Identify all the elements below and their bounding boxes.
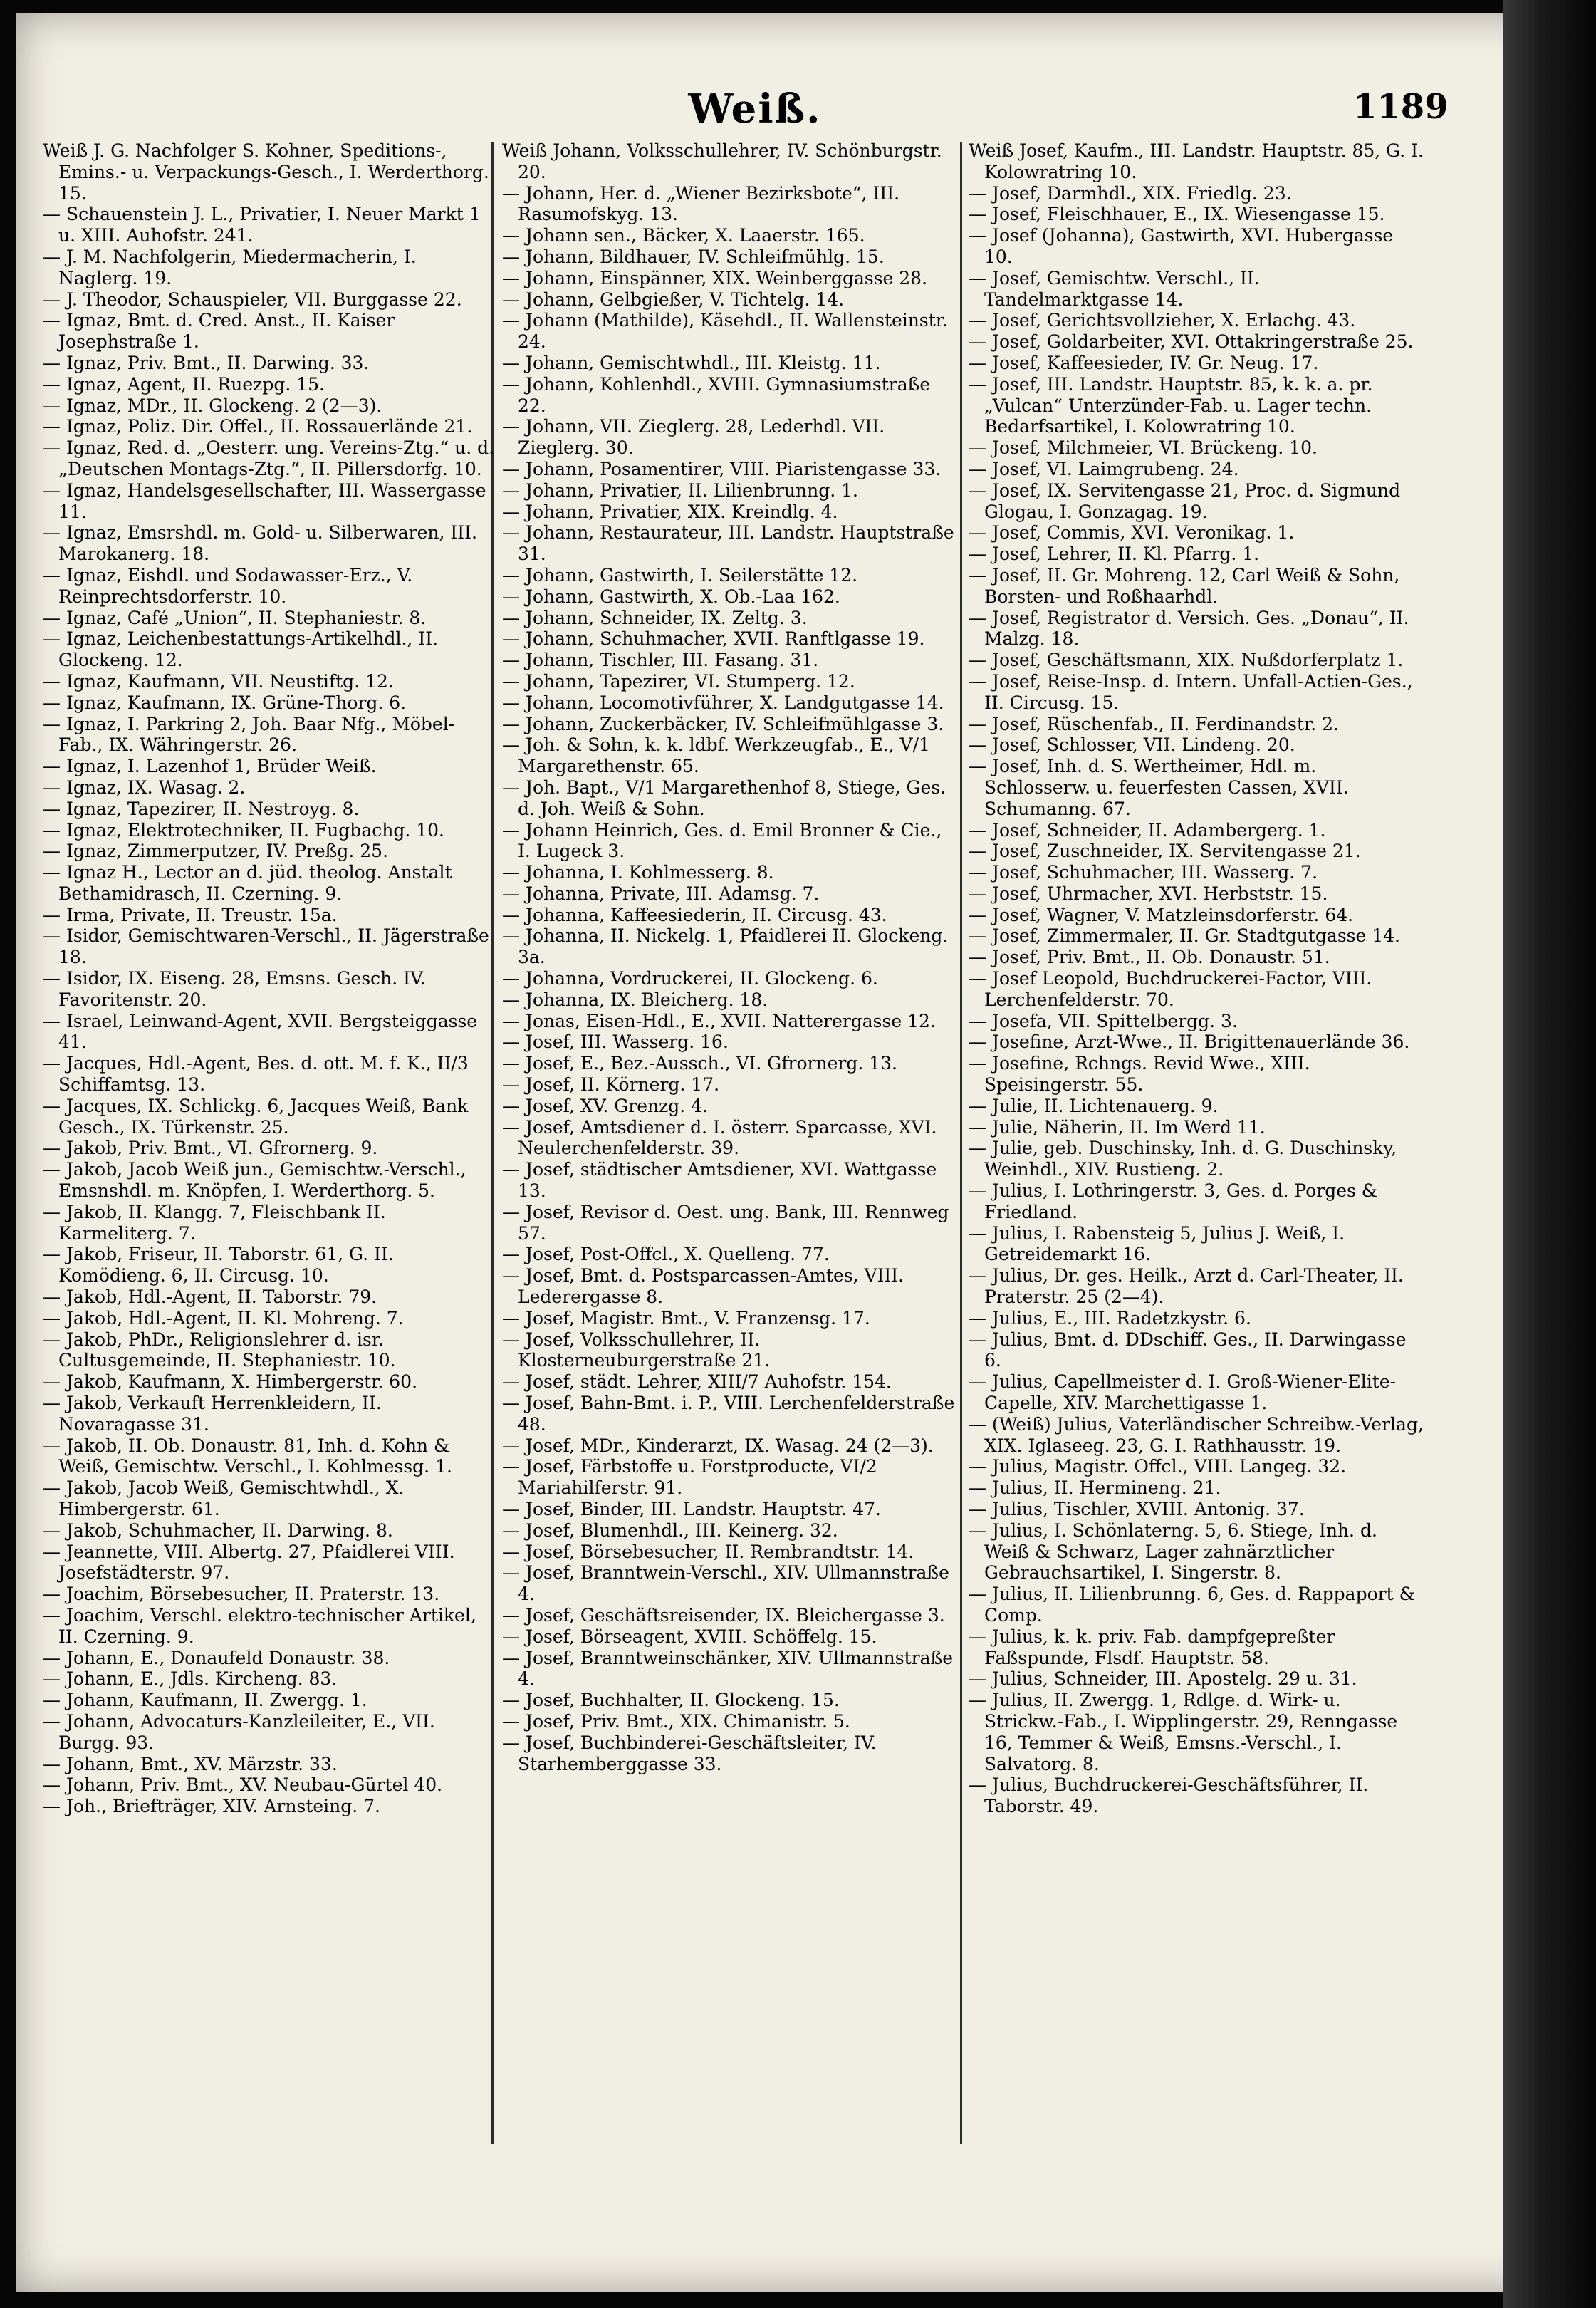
directory-entry: — Johann, Gastwirth, X. Ob.-Laa 162.: [502, 586, 840, 607]
directory-entry: — Johanna, I. Kohlmesserg. 8.: [502, 862, 774, 883]
directory-entry: — Jakob, PhDr., Religionslehrer d. isr. Cultusgemeinde, II. Stephaniestr. 10.: [43, 1329, 396, 1371]
directory-entry: — Jacques, IX. Schlickg. 6, Jacques Weiß, Bank Gesch., IX. Türkenstr. 25.: [43, 1095, 469, 1138]
directory-entry: — Joachim, Verschl. elektro-technischer Artikel, II. Czerning. 9.: [43, 1604, 476, 1647]
directory-entry: — Josef, Geschäftsreisender, IX. Bleichergasse 3.: [502, 1604, 945, 1626]
directory-entry: — Ignaz, Leichenbestattungs-Artikelhdl., II. Glockeng. 12.: [43, 628, 439, 671]
directory-entry: — J. Theodor, Schauspieler, VII. Burggasse 22.: [43, 288, 462, 310]
directory-entry: — Julius, E., III. Radetzkystr. 6.: [969, 1307, 1251, 1329]
directory-entry: — Jakob, Verkauft Herrenkleidern, II. Novaragasse 31.: [43, 1393, 382, 1435]
directory-entry: — Josef, Kaffeesieder, IV. Gr. Neug. 17.: [969, 352, 1319, 373]
directory-entry: — Ignaz, Priv. Bmt., II. Darwing. 33.: [43, 352, 370, 373]
directory-entry: — Josef, Börseagent, XVIII. Schöffelg. 15.: [502, 1626, 877, 1647]
directory-entry: — Josef, Wagner, V. Matzleinsdorferstr. 64.: [969, 904, 1354, 925]
directory-entry: — Johann, Her. d. „Wiener Bezirksbote“, III. Rasumofskyg. 13.: [502, 182, 900, 225]
directory-entry: — Josef, Priv. Bmt., XIX. Chimanistr. 5.: [502, 1710, 850, 1732]
directory-entry: — Johanna, II. Nickelg. 1, Pfaidlerei II. Glockeng. 3a.: [502, 925, 949, 968]
directory-entry: — Ignaz, Café „Union“, II. Stephaniestr. 8.: [43, 607, 427, 628]
directory-entry: — Josefa, VII. Spittelbergg. 3.: [969, 1010, 1238, 1031]
directory-entry: — Johann sen., Bäcker, X. Laaerstr. 165.: [502, 225, 865, 246]
directory-entry: — Josef, Zuschneider, IX. Servitengasse 21.: [969, 841, 1361, 862]
directory-entry: — Johann, Schneider, IX. Zeltg. 3.: [502, 607, 808, 628]
directory-entry: — Julius, I. Rabensteig 5, Julius J. Weiß, I. Getreidemarkt 16.: [969, 1222, 1345, 1265]
directory-entry: — Julius, Bmt. d. DDschiff. Ges., II. Darwingasse 6.: [969, 1329, 1407, 1371]
directory-entry: — Ignaz, Kaufmann, IX. Grüne-Thorg. 6.: [43, 692, 407, 713]
directory-entry: — Josef, Fleischhauer, E., IX. Wiesengasse 15.: [969, 204, 1385, 225]
directory-entry: — Josef, Priv. Bmt., II. Ob. Donaustr. 51.: [969, 947, 1330, 968]
directory-entry: — Josef, Magistr. Bmt., V. Franzensg. 17.: [502, 1307, 870, 1329]
directory-entry: — Ignaz, Kaufmann, VII. Neustiftg. 12.: [43, 670, 394, 692]
directory-entry: — Johann, E., Jdls. Kircheng. 83.: [43, 1668, 338, 1690]
directory-entry: — Josef, Amtsdiener d. I. österr. Sparcasse, XVI. Neulerchenfelderstr. 39.: [502, 1116, 937, 1159]
directory-entry: — Josefine, Rchngs. Revid Wwe., XIII. Speisingerstr. 55.: [969, 1053, 1310, 1096]
directory-entry: — Isidor, IX. Eiseng. 28, Emsns. Gesch. IV. Favoritenstr. 20.: [43, 968, 426, 1010]
directory-entry: — Josef, Zimmermaler, II. Gr. Stadtgutgasse 14.: [969, 925, 1400, 947]
directory-entry: — Josef, IX. Servitengasse 21, Proc. d. Sigmund Glogau, I. Gonzagag. 19.: [969, 479, 1401, 522]
directory-entry: — Josef, Revisor d. Oest. ung. Bank, III. Rennweg 57.: [502, 1201, 949, 1244]
directory-entry: — Julius, II. Hermineng. 21.: [969, 1477, 1221, 1499]
directory-entry: — Josef, Bahn-Bmt. i. P., VIII. Lerchenfelderstraße 48.: [502, 1393, 955, 1435]
directory-entry: — Josef, Lehrer, II. Kl. Pfarrg. 1.: [969, 544, 1260, 565]
directory-entry: — Julie, II. Lichtenauerg. 9.: [969, 1095, 1219, 1116]
directory-entry: — Johann, Advocaturs-Kanzleileiter, E., VII. Burgg. 93.: [43, 1710, 435, 1753]
directory-entry: — Johanna, Vordruckerei, II. Glockeng. 6.: [502, 968, 878, 989]
directory-entry: — Julius, I. Schönlaterng. 5, 6. Stiege, Inh. d. Weiß & Schwarz, Lager zahnärztlicher Gebrauchsartikel, I. Singerstr. 8.: [969, 1519, 1377, 1584]
directory-entry: — Jakob, Priv. Bmt., VI. Gfrornerg. 9.: [43, 1138, 378, 1159]
directory-entry: — Johann, Tischler, III. Fasang. 31.: [502, 650, 819, 671]
directory-entry: — Josef, Darmhdl., XIX. Friedlg. 23.: [969, 182, 1292, 204]
directory-entry: — Johann, Bmt., XV. Märzstr. 33.: [43, 1753, 338, 1774]
directory-entry: — Ignaz, Handelsgesellschafter, III. Wassergasse 11.: [43, 479, 486, 522]
directory-entry: — Johann, Kaufmann, II. Zwergg. 1.: [43, 1690, 367, 1711]
directory-entry: — Johann, Privatier, II. Lilienbrunng. 1.: [502, 479, 858, 501]
directory-entry: — Josef, Bmt. d. Postsparcassen-Amtes, VIII. Lederergasse 8.: [502, 1265, 904, 1308]
directory-entry: — Josef, Gemischtw. Verschl., II. Tandelmarktgasse 14.: [969, 267, 1260, 310]
directory-entry: — Ignaz, MDr., II. Glockeng. 2 (2—3).: [43, 395, 382, 416]
directory-entry: — Josef, II. Körnerg. 17.: [502, 1074, 720, 1096]
directory-entry: — Josef, Volksschullehrer, II. Klosterneuburgerstraße 21.: [502, 1329, 771, 1371]
directory-entry: — Josef, Gerichtsvollzieher, X. Erlachg. 43.: [969, 310, 1356, 331]
directory-entry: — Johann, Schuhmacher, XVII. Ranftlgasse 19.: [502, 628, 925, 650]
directory-entry: — Ignaz, Poliz. Dir. Offel., II. Rossauerlände 21.: [43, 416, 473, 437]
directory-entry: — Josef, Binder, III. Landstr. Hauptstr. 47.: [502, 1499, 881, 1519]
directory-entry: — Ignaz, Bmt. d. Cred. Anst., II. Kaiser Josephstraße 1.: [43, 310, 395, 353]
directory-entry: — Jakob, Schuhmacher, II. Darwing. 8.: [43, 1519, 393, 1541]
directory-entry: — Josef, VI. Laimgrubeng. 24.: [969, 458, 1239, 479]
directory-entry: — Josef, Schuhmacher, III. Wasserg. 7.: [969, 862, 1318, 883]
directory-entry: — Johann, Gemischtwhdl., III. Kleistg. 11.: [502, 352, 881, 373]
directory-entry: — Ignaz, I. Parkring 2, Joh. Baar Nfg., Möbel-Fab., IX. Währingerstr. 26.: [43, 713, 455, 756]
directory-entry: — Ignaz H., Lector an d. jüd. theolog. Anstalt Bethamidrasch, II. Czerning. 9.: [43, 862, 452, 904]
directory-entry: Weiß Josef, Kaufm., III. Landstr. Hauptstr. 85, G. I. Kolowratring 10.: [969, 140, 1424, 182]
directory-entry: — Julie, geb. Duschinsky, Inh. d. G. Duschinsky, Weinhdl., XIV. Rustieng. 2.: [969, 1138, 1397, 1180]
directory-entry: — Johann, Einspänner, XIX. Weinberggasse 28.: [502, 267, 928, 288]
directory-entry: — Josef, MDr., Kinderarzt, IX. Wasag. 24 (2—3).: [502, 1435, 934, 1456]
directory-entry: — Joh., Briefträger, XIV. Arnsteing. 7.: [43, 1796, 380, 1817]
directory-entry: — Johann, VII. Zieglerg. 28, Lederhdl. VII. Zieglerg. 30.: [502, 416, 885, 459]
directory-entry: — Josef, Inh. d. S. Wertheimer, Hdl. m. Schlosserw. u. feuerfesten Cassen, XVII. Schumanng. 67.: [969, 756, 1349, 819]
directory-entry: — Jakob, Kaufmann, X. Himbergerstr. 60.: [43, 1371, 418, 1393]
directory-entry: — Josef, Post-Offcl., X. Quelleng. 77.: [502, 1244, 830, 1265]
directory-entry: — (Weiß) Julius, Vaterländischer Schreibw.-Verlag, XIX. Iglaseeg. 23, G. I. Rathhausstr. 19.: [969, 1413, 1424, 1456]
directory-entry: — Johann, Posamentirer, VIII. Piaristengasse 33.: [502, 458, 942, 479]
directory-entry: — Julius, Schneider, III. Apostelg. 29 u. 31.: [969, 1668, 1357, 1690]
directory-column-1: [43, 140, 499, 2156]
directory-entry: — Ignaz, Elektrotechniker, II. Fugbachg. 10.: [43, 819, 444, 841]
directory-entry: — Isidor, Gemischtwaren-Verschl., II. Jägerstraße 18.: [43, 925, 489, 968]
directory-entry: — Josef, Geschäftsmann, XIX. Nußdorferplatz 1.: [969, 650, 1404, 671]
directory-entry: — Josef, Buchbinderei-Geschäftsleiter, IV. Starhemberggasse 33.: [502, 1732, 877, 1774]
directory-entry: — Julius, Tischler, XVIII. Antonig. 37.: [969, 1499, 1305, 1519]
directory-entry: — Johann, Priv. Bmt., XV. Neubau-Gürtel 40.: [43, 1774, 443, 1796]
directory-entry: — Ignaz, I. Lazenhof 1, Brüder Weiß.: [43, 756, 377, 777]
directory-entry: — Israel, Leinwand-Agent, XVII. Bergsteiggasse 41.: [43, 1010, 478, 1053]
directory-entry: — Josef, Blumenhdl., III. Keinerg. 32.: [502, 1519, 838, 1541]
directory-entry: — Julie, Näherin, II. Im Werd 11.: [969, 1116, 1266, 1138]
directory-entry: — Josef, Branntweinschänker, XIV. Ullmannstraße 4.: [502, 1647, 953, 1690]
directory-column-3: [969, 140, 1424, 2156]
directory-entry: Weiß Johann, Volksschullehrer, IV. Schönburgstr. 20.: [502, 140, 942, 182]
directory-entry: — Josef Leopold, Buchdruckerei-Factor, VIII. Lerchenfelderstr. 70.: [969, 968, 1372, 1010]
directory-entry: — Johanna, IX. Bleicherg. 18.: [502, 989, 768, 1010]
directory-entry: — Irma, Private, II. Treustr. 15a.: [43, 904, 338, 925]
directory-entry: — Ignaz, Tapezirer, II. Nestroyg. 8.: [43, 798, 360, 819]
directory-entry: — Jakob, II. Ob. Donaustr. 81, Inh. d. Kohn & Weiß, Gemischtw. Verschl., I. Kohlmessg. 1.: [43, 1435, 452, 1477]
directory-entry: — Ignaz, Agent, II. Ruezpg. 15.: [43, 373, 325, 395]
directory-entry: — Ignaz, Zimmerputzer, IV. Preßg. 25.: [43, 841, 389, 862]
directory-entry: — Johann, E., Donaufeld Donaustr. 38.: [43, 1647, 390, 1668]
directory-entry: — Johann Heinrich, Ges. d. Emil Bronner & Cie., I. Lugeck 3.: [502, 819, 942, 862]
directory-entry: — Julius, II. Lilienbrunng. 6, Ges. d. Rappaport & Comp.: [969, 1584, 1415, 1626]
directory-entry: — Johann (Mathilde), Käsehdl., II. Wallensteinstr. 24.: [502, 310, 948, 353]
directory-entry: — Josef, Färbstoffe u. Forstproducte, VI/2 Mariahilferstr. 91.: [502, 1456, 877, 1499]
directory-entry: — Jakob, Jacob Weiß jun., Gemischtw.-Verschl., Emsnshdl. m. Knöpfen, I. Werderthorg. 5.: [43, 1159, 466, 1202]
directory-entry: — Julius, II. Zwergg. 1, Rdlge. d. Wirk- u. Strickw.-Fab., I. Wipplingerstr. 29, Renngasse 16, Temmer & Weiß, Emsns.-Verschl., I. Salvatorg. 8.: [969, 1690, 1398, 1774]
directory-entry: — Jacques, Hdl.-Agent, Bes. d. ott. M. f. K., II/3 Schiffamtsg. 13.: [43, 1053, 469, 1096]
directory-entry: Weiß J. G. Nachfolger S. Kohner, Speditions-, Emins.- u. Verpackungs-Gesch., I. Werderthorg. 15.: [43, 140, 489, 204]
directory-entry: — Josef, Milchmeier, VI. Brückeng. 10.: [969, 437, 1318, 459]
directory-entry: — Julius, I. Lothringerstr. 3, Ges. d. Porges & Friedland.: [969, 1180, 1378, 1222]
directory-entry: — Julius, Magistr. Offcl., VIII. Langeg. 32.: [969, 1456, 1347, 1477]
directory-entry: — Johann, Gastwirth, I. Seilerstätte 12.: [502, 564, 858, 586]
page-title: Weiß.: [688, 85, 822, 132]
directory-entry: — Josef, städt. Lehrer, XIII/7 Auhofstr. 154.: [502, 1371, 892, 1393]
directory-entry: — Johann, Kohlenhdl., XVIII. Gymnasiumstraße 22.: [502, 373, 931, 416]
scan-edge: [1503, 0, 1596, 2308]
directory-entry: — Julius, k. k. priv. Fab. dampfgepreßter Faßspunde, Flsdf. Hauptstr. 58.: [969, 1626, 1335, 1668]
directory-entry: — Julius, Capellmeister d. I. Groß-Wiener-Elite-Capelle, XIV. Marchettigasse 1.: [969, 1371, 1397, 1414]
directory-entry: — Ignaz, Red. d. „Oesterr. ung. Vereins-Ztg.“ u. d. „Deutschen Montags-Ztg.“, II. Pillersdorfg. 10.: [43, 437, 495, 479]
page-number: 1189: [1353, 87, 1449, 127]
directory-entry: — Josef, E., Bez.-Aussch., VI. Gfrornerg. 13.: [502, 1053, 897, 1074]
directory-entry: — Jakob, Friseur, II. Taborstr. 61, G. II. Komödieng. 6, II. Circusg. 10.: [43, 1244, 394, 1286]
directory-entry: — Josef, Commis, XVI. Veronikag. 1.: [969, 522, 1295, 544]
directory-entry: — Joachim, Börsebesucher, II. Praterstr. 13.: [43, 1584, 440, 1605]
directory-entry: — Josef, III. Wasserg. 16.: [502, 1031, 729, 1053]
directory-entry: — Josef, Buchhalter, II. Glockeng. 15.: [502, 1690, 840, 1711]
directory-entry: — Johann, Restaurateur, III. Landstr. Hauptstraße 31.: [502, 522, 954, 565]
directory-entry: — Josef, Reise-Insp. d. Intern. Unfall-Actien-Ges., II. Circusg. 15.: [969, 670, 1413, 713]
directory-entry: — Schauenstein J. L., Privatier, I. Neuer Markt 1 u. XIII. Auhofstr. 241.: [43, 204, 481, 246]
directory-entry: — Johanna, Kaffeesiederin, II. Circusg. 43.: [502, 904, 887, 925]
directory-column-2: [502, 140, 958, 2156]
directory-entry: — Julius, Dr. ges. Heilk., Arzt d. Carl-Theater, II. Praterstr. 25 (2—4).: [969, 1265, 1404, 1308]
directory-entry: — Josef, Registrator d. Versich. Ges. „Donau“, II. Malzg. 18.: [969, 607, 1409, 650]
directory-entry: — Ignaz, Eishdl. und Sodawasser-Erz., V. Reinprechtsdorferstr. 10.: [43, 564, 413, 607]
directory-entry: — Johann, Tapezirer, VI. Stumperg. 12.: [502, 670, 855, 692]
directory-entry: — Joh. Bapt., V/1 Margarethenhof 8, Stiege, Ges. d. Joh. Weiß & Sohn.: [502, 776, 946, 819]
directory-entry: — Josef, Branntwein-Verschl., XIV. Ullmannstraße 4.: [502, 1562, 949, 1605]
directory-entry: — Joh. & Sohn, k. k. ldbf. Werkzeugfab., E., V/1 Margarethenstr. 65.: [502, 734, 930, 777]
directory-entry: — Josefine, Arzt-Wwe., II. Brigittenauerlände 36.: [969, 1031, 1410, 1053]
directory-entry: — Johann, Locomotivführer, X. Landgutgasse 14.: [502, 692, 944, 713]
directory-entry: — Johann, Bildhauer, IV. Schleifmühlg. 15.: [502, 246, 885, 267]
directory-entry: — Julius, Buchdruckerei-Geschäftsführer, II. Taborstr. 49.: [969, 1774, 1369, 1817]
column-divider: [960, 142, 962, 2144]
directory-entry: — Josef, Goldarbeiter, XVI. Ottakringerstraße 25.: [969, 331, 1414, 353]
directory-entry: — Johann, Privatier, XIX. Kreindlg. 4.: [502, 501, 838, 522]
directory-entry: — Jakob, II. Klangg. 7, Fleischbank II. Karmeliterg. 7.: [43, 1201, 386, 1244]
directory-entry: — Josef, XV. Grenzg. 4.: [502, 1095, 709, 1116]
directory-entry: — Josef, II. Gr. Mohreng. 12, Carl Weiß & Sohn, Borsten- und Roßhaarhdl.: [969, 564, 1400, 607]
directory-entry: — Ignaz, IX. Wasag. 2.: [43, 776, 246, 798]
directory-entry: — Jonas, Eisen-Hdl., E., XVII. Natterergasse 12.: [502, 1010, 936, 1031]
directory-entry: — Jeannette, VIII. Albertg. 27, Pfaidlerei VIII. Josefstädterstr. 97.: [43, 1541, 455, 1584]
directory-entry: — Ignaz, Emsrshdl. m. Gold- u. Silberwaren, III. Marokanerg. 18.: [43, 522, 477, 565]
directory-entry: — Josef, III. Landstr. Hauptstr. 85, k. k. a. pr. „Vulcan“ Unterzünder-Fab. u. Lager techn. Bedarfsartikel, I. Kolowratring 10.: [969, 373, 1373, 437]
directory-entry: — J. M. Nachfolgerin, Miedermacherin, I. Naglerg. 19.: [43, 246, 417, 288]
directory-entry: — Jakob, Hdl.-Agent, II. Taborstr. 79.: [43, 1286, 377, 1308]
directory-entry: — Johanna, Private, III. Adamsg. 7.: [502, 883, 820, 904]
directory-entry: — Josef, städtischer Amtsdiener, XVI. Wattgasse 13.: [502, 1159, 937, 1202]
directory-entry: — Johann, Zuckerbäcker, IV. Schleifmühlgasse 3.: [502, 713, 944, 734]
directory-entry: — Jakob, Hdl.-Agent, II. Kl. Mohreng. 7.: [43, 1307, 404, 1329]
directory-entry: — Josef, Schneider, II. Adambergerg. 1.: [969, 819, 1326, 841]
directory-entry: — Josef, Uhrmacher, XVI. Herbststr. 15.: [969, 883, 1328, 904]
directory-entry: — Josef, Börsebesucher, II. Rembrandtstr. 14.: [502, 1541, 914, 1562]
directory-entry: — Jakob, Jacob Weiß, Gemischtwhdl., X. Himbergerstr. 61.: [43, 1477, 405, 1519]
directory-entry: — Josef (Johanna), Gastwirth, XVI. Hubergasse 10.: [969, 225, 1394, 267]
directory-entry: — Josef, Rüschenfab., II. Ferdinandstr. 2.: [969, 713, 1339, 734]
directory-entry: — Johann, Gelbgießer, V. Tichtelg. 14.: [502, 288, 845, 310]
directory-entry: — Josef, Schlosser, VII. Lindeng. 20.: [969, 734, 1295, 756]
